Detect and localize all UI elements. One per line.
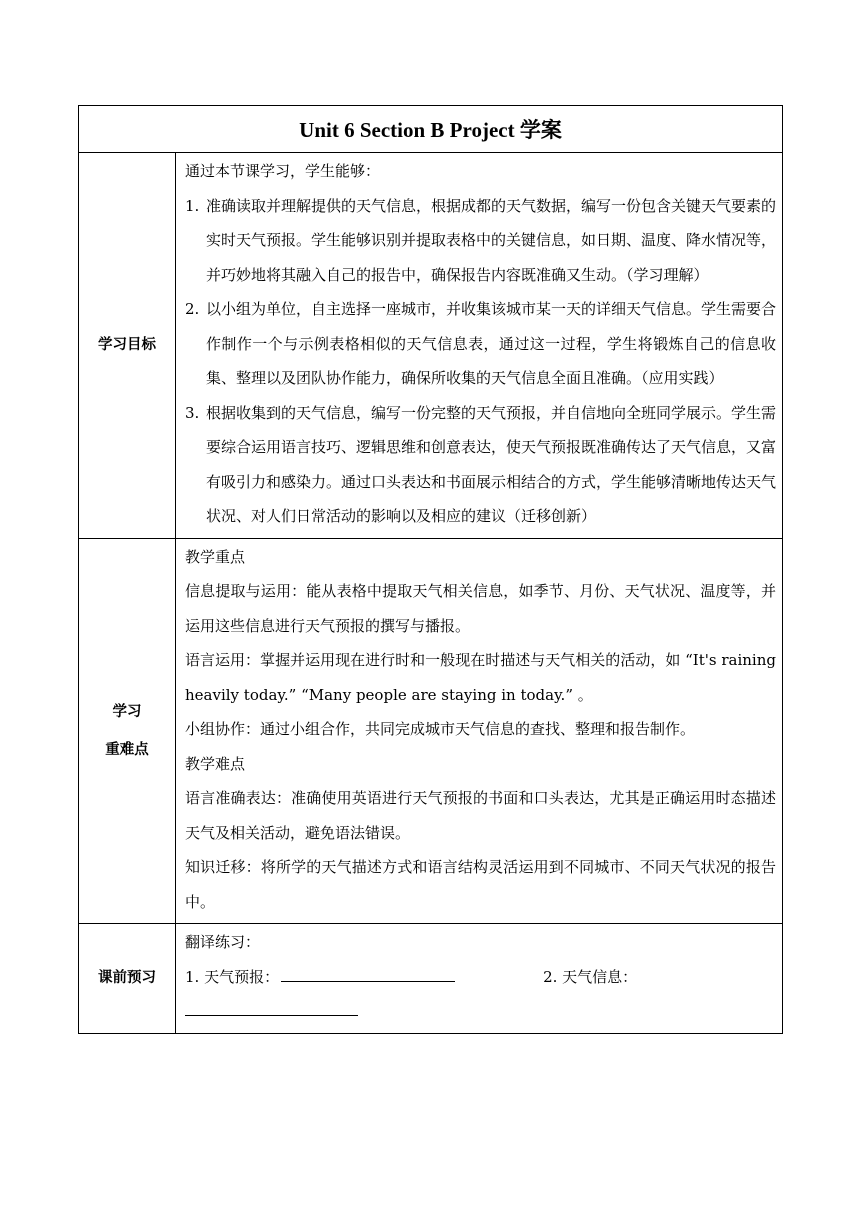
title-row	[79, 106, 783, 153]
focus-item: 信息提取与运用：能从表格中提取天气相关信息，如季节、月份、天气状况、温度等，并运用这些信息进行天气预报的撰写与播报。	[185, 582, 776, 635]
preview-questions	[185, 960, 776, 995]
answer-blank-1[interactable]	[281, 980, 455, 982]
objective-number: 1.	[185, 196, 200, 215]
focus-heading: 教学重点	[185, 547, 246, 566]
key-points-label	[79, 538, 176, 924]
difficulty-item: 语言准确表达：准确使用英语进行天气预报的书面和口头表达，尤其是正确运用时态描述天气及相关活动，避免语法错误。	[185, 789, 776, 842]
preview-row	[79, 924, 783, 1034]
key-points-row	[79, 538, 783, 924]
objective-item	[185, 292, 776, 396]
difficulty-heading: 教学难点	[185, 754, 246, 773]
key-points-label-line1: 学习	[112, 703, 142, 720]
preview-content	[176, 924, 783, 1034]
objectives-label: 学习目标	[79, 153, 176, 539]
objective-text: 根据收集到的天气信息，编写一份完整的天气预报，并自信地向全班同学展示。学生需要综合运用语言技巧、逻辑思维和创意表达，使天气预报既准确传达了天气信息，又富有吸引力和感染力。通过口头表达和书面展示相结合的方式，学生能够清晰地传达天气状况、对人们日常活动的影响以及相应的建议（迁移创新）	[206, 403, 777, 525]
preview-question-2: 2. 天气信息：	[543, 967, 638, 986]
key-points-label-line2: 重难点	[105, 741, 149, 758]
difficulty-item: 知识迁移：将所学的天气描述方式和语言结构灵活运用到不同城市、不同天气状况的报告中。	[185, 858, 776, 911]
objective-item	[185, 189, 776, 293]
preview-blank-line	[185, 994, 776, 1029]
objectives-intro: 通过本节课学习，学生能够：	[185, 162, 381, 180]
objective-number: 3.	[185, 403, 200, 422]
objectives-content	[176, 153, 783, 539]
objective-item	[185, 396, 776, 534]
study-plan-table	[78, 105, 783, 1034]
objectives-row	[79, 153, 783, 539]
objectives-list	[185, 189, 776, 534]
preview-heading: 翻译练习：	[185, 933, 261, 951]
objective-text: 以小组为单位，自主选择一座城市，并收集该城市某一天的详细天气信息。学生需要合作制作一个与示例表格相似的天气信息表，通过这一过程，学生将锻炼自己的信息收集、整理以及团队协作能力，确保所收集的天气信息全面且准确。（应用实践）	[206, 300, 777, 387]
focus-item: 小组协作：通过小组合作，共同完成城市天气信息的查找、整理和报告制作。	[185, 720, 696, 738]
objective-number: 2.	[185, 300, 200, 318]
objective-text: 准确读取并理解提供的天气信息，根据成都的天气数据，编写一份包含关键天气要素的实时天气预报。学生能够识别并提取表格中的关键信息，如日期、温度、降水情况等，并巧妙地将其融入自己的报告中，确保报告内容既准确又生动。（学习理解）	[206, 196, 777, 284]
document-title: Unit 6 Section B Project 学案	[79, 106, 783, 153]
answer-blank-2[interactable]	[185, 1014, 358, 1016]
preview-label: 课前预习	[79, 924, 176, 1034]
key-points-content	[176, 538, 783, 924]
preview-question-1: 1. 天气预报：	[185, 967, 280, 986]
focus-item: 语言运用：掌握并运用现在进行时和一般现在时描述与天气相关的活动，如 “It's raining heavily today.” “Many people are staying in today.” 。	[185, 651, 776, 704]
